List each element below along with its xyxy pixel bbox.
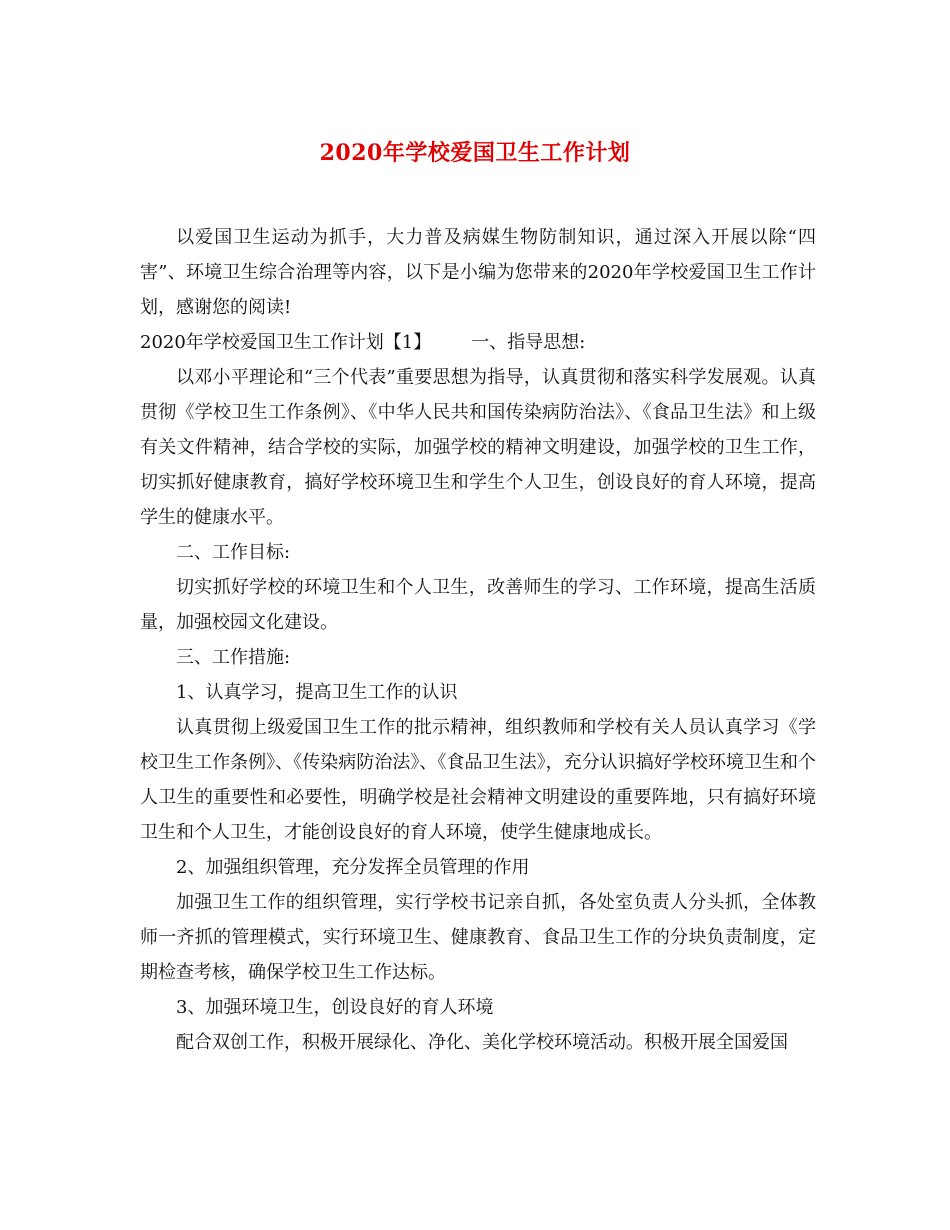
intro-paragraph: 以爱国卫生运动为抓手，大力普及病媒生物防制知识，通过深入开展以除“四害”、环境卫生综合治理等内容，以下是小编为您带来的2020年学校爱国卫生工作计划，感谢您的阅读! [140, 227, 816, 318]
paragraph-work-goals: 切实抓好学校的环境卫生和个人卫生，改善师生的学习、工作环境，提高生活质量，加强校园文化建设。 [140, 577, 816, 633]
paragraph-guiding-ideology: 以邓小平理论和“三个代表”重要思想为指导，认真贯彻和落实科学发展观。认真贯彻《学校卫生工作条例》、《中华人民共和国传染病防治法》、《食品卫生法》和上级有关文件精神，结合学校的实际，加强学校的精神文明建设，加强学校的卫生工作，切实抓好健康教育，搞好学校环境卫生和学生个人卫生，创设良好的育人环境，提高学生的健康水平。 [140, 367, 816, 528]
heading-work-measures: 三、工作措施: [176, 647, 291, 668]
section-label: 2020年学校爱国卫生工作计划【1】 [140, 332, 432, 353]
section-line [140, 325, 816, 360]
item-3-heading: 3、加强环境卫生，创设良好的育人环境 [176, 997, 494, 1018]
item-2-heading: 2、加强组织管理，充分发挥全员管理的作用 [176, 857, 530, 878]
item-1-heading: 1、认真学习，提高卫生工作的认识 [176, 682, 458, 703]
item-3-paragraph: 配合双创工作，积极开展绿化、净化、美化学校环境活动。积极开展全国爱国 [176, 1032, 788, 1053]
item-1-paragraph: 认真贯彻上级爱国卫生工作的批示精神，组织教师和学校有关人员认真学习《学校卫生工作条例》、《传染病防治法》、《食品卫生法》，充分认识搞好学校环境卫生和个人卫生的重要性和必要性，明确学校是社会精神文明建设的重要阵地，只有搞好环境卫生和个人卫生，才能创设良好的育人环境，使学生健康地成长。 [140, 717, 816, 843]
heading-guiding-ideology: 一、指导思想: [471, 332, 586, 353]
document-title: 2020年学校爱国卫生工作计划 [319, 140, 631, 166]
heading-work-goals: 二、工作目标: [176, 542, 291, 563]
item-2-paragraph: 加强卫生工作的组织管理，实行学校书记亲自抓，各处室负责人分头抓，全体教师一齐抓的管理模式，实行环境卫生、健康教育、食品卫生工作的分块负责制度，定期检查考核，确保学校卫生工作达标。 [140, 892, 816, 983]
document-body [140, 220, 816, 1060]
